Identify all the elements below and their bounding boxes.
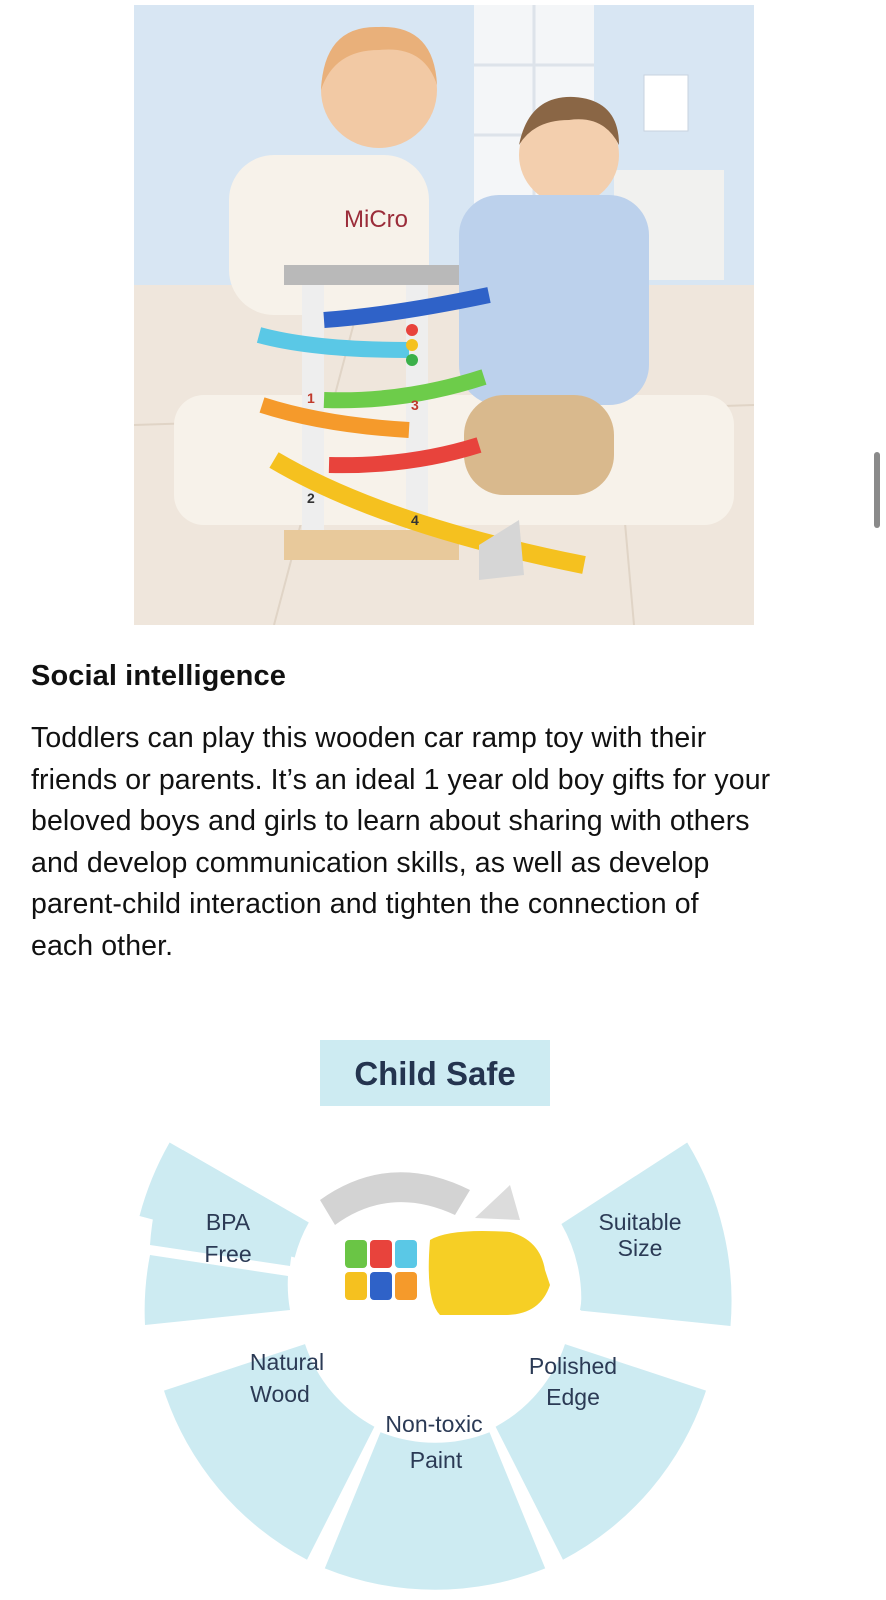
ramp-number-3: 3: [411, 397, 419, 413]
paragraph-line: each other.: [31, 929, 174, 962]
segment-label: Wood: [250, 1381, 310, 1407]
section-paragraph: [31, 718, 871, 967]
section-heading: Social intelligence: [31, 660, 286, 692]
toy-car: [370, 1240, 392, 1268]
segment-label: Edge: [546, 1384, 600, 1410]
ramp-number-2: 2: [307, 490, 315, 506]
segment-label: Suitable: [598, 1209, 682, 1235]
yellow-launcher: [429, 1231, 550, 1315]
segment-label: Polished: [528, 1353, 618, 1379]
toy-car: [370, 1272, 392, 1300]
paragraph-line: friends or parents. It’s an ideal 1 year old boy gifts for your: [31, 763, 771, 796]
paragraph-line: and develop communication skills, as well as develop: [31, 846, 710, 879]
infographic-title: Child Safe: [354, 1055, 516, 1092]
paragraph-line: Toddlers can play this wooden car ramp toy with their: [31, 722, 707, 754]
paragraph-line: beloved boys and girls to learn about sharing with others: [31, 805, 750, 837]
segment-label: Natural: [249, 1349, 325, 1375]
product-photo: [134, 5, 754, 625]
segment-label: Non-toxic: [385, 1411, 483, 1437]
toy-car: [395, 1240, 417, 1268]
toy-car: [395, 1272, 417, 1300]
toy-car: [345, 1240, 367, 1268]
segment-label: Size: [617, 1235, 663, 1261]
ramp-number-1: 1: [307, 390, 315, 406]
ramp-number-4: 4: [411, 512, 419, 528]
segment-label: Paint: [409, 1447, 463, 1473]
scrollbar[interactable]: [874, 452, 880, 528]
segment-label: BPA: [205, 1209, 251, 1235]
ramp-end-piece: [475, 1185, 520, 1220]
toy-car: [345, 1272, 367, 1300]
curved-ramp-piece: [320, 1172, 470, 1225]
paragraph-line: parent-child interaction and tighten the connection of: [31, 888, 699, 920]
product-photo-illustration: [134, 5, 754, 625]
child-safe-infographic: [120, 1040, 780, 1600]
segment-label: Free: [204, 1241, 252, 1267]
shirt-print: MiCro: [344, 206, 408, 233]
